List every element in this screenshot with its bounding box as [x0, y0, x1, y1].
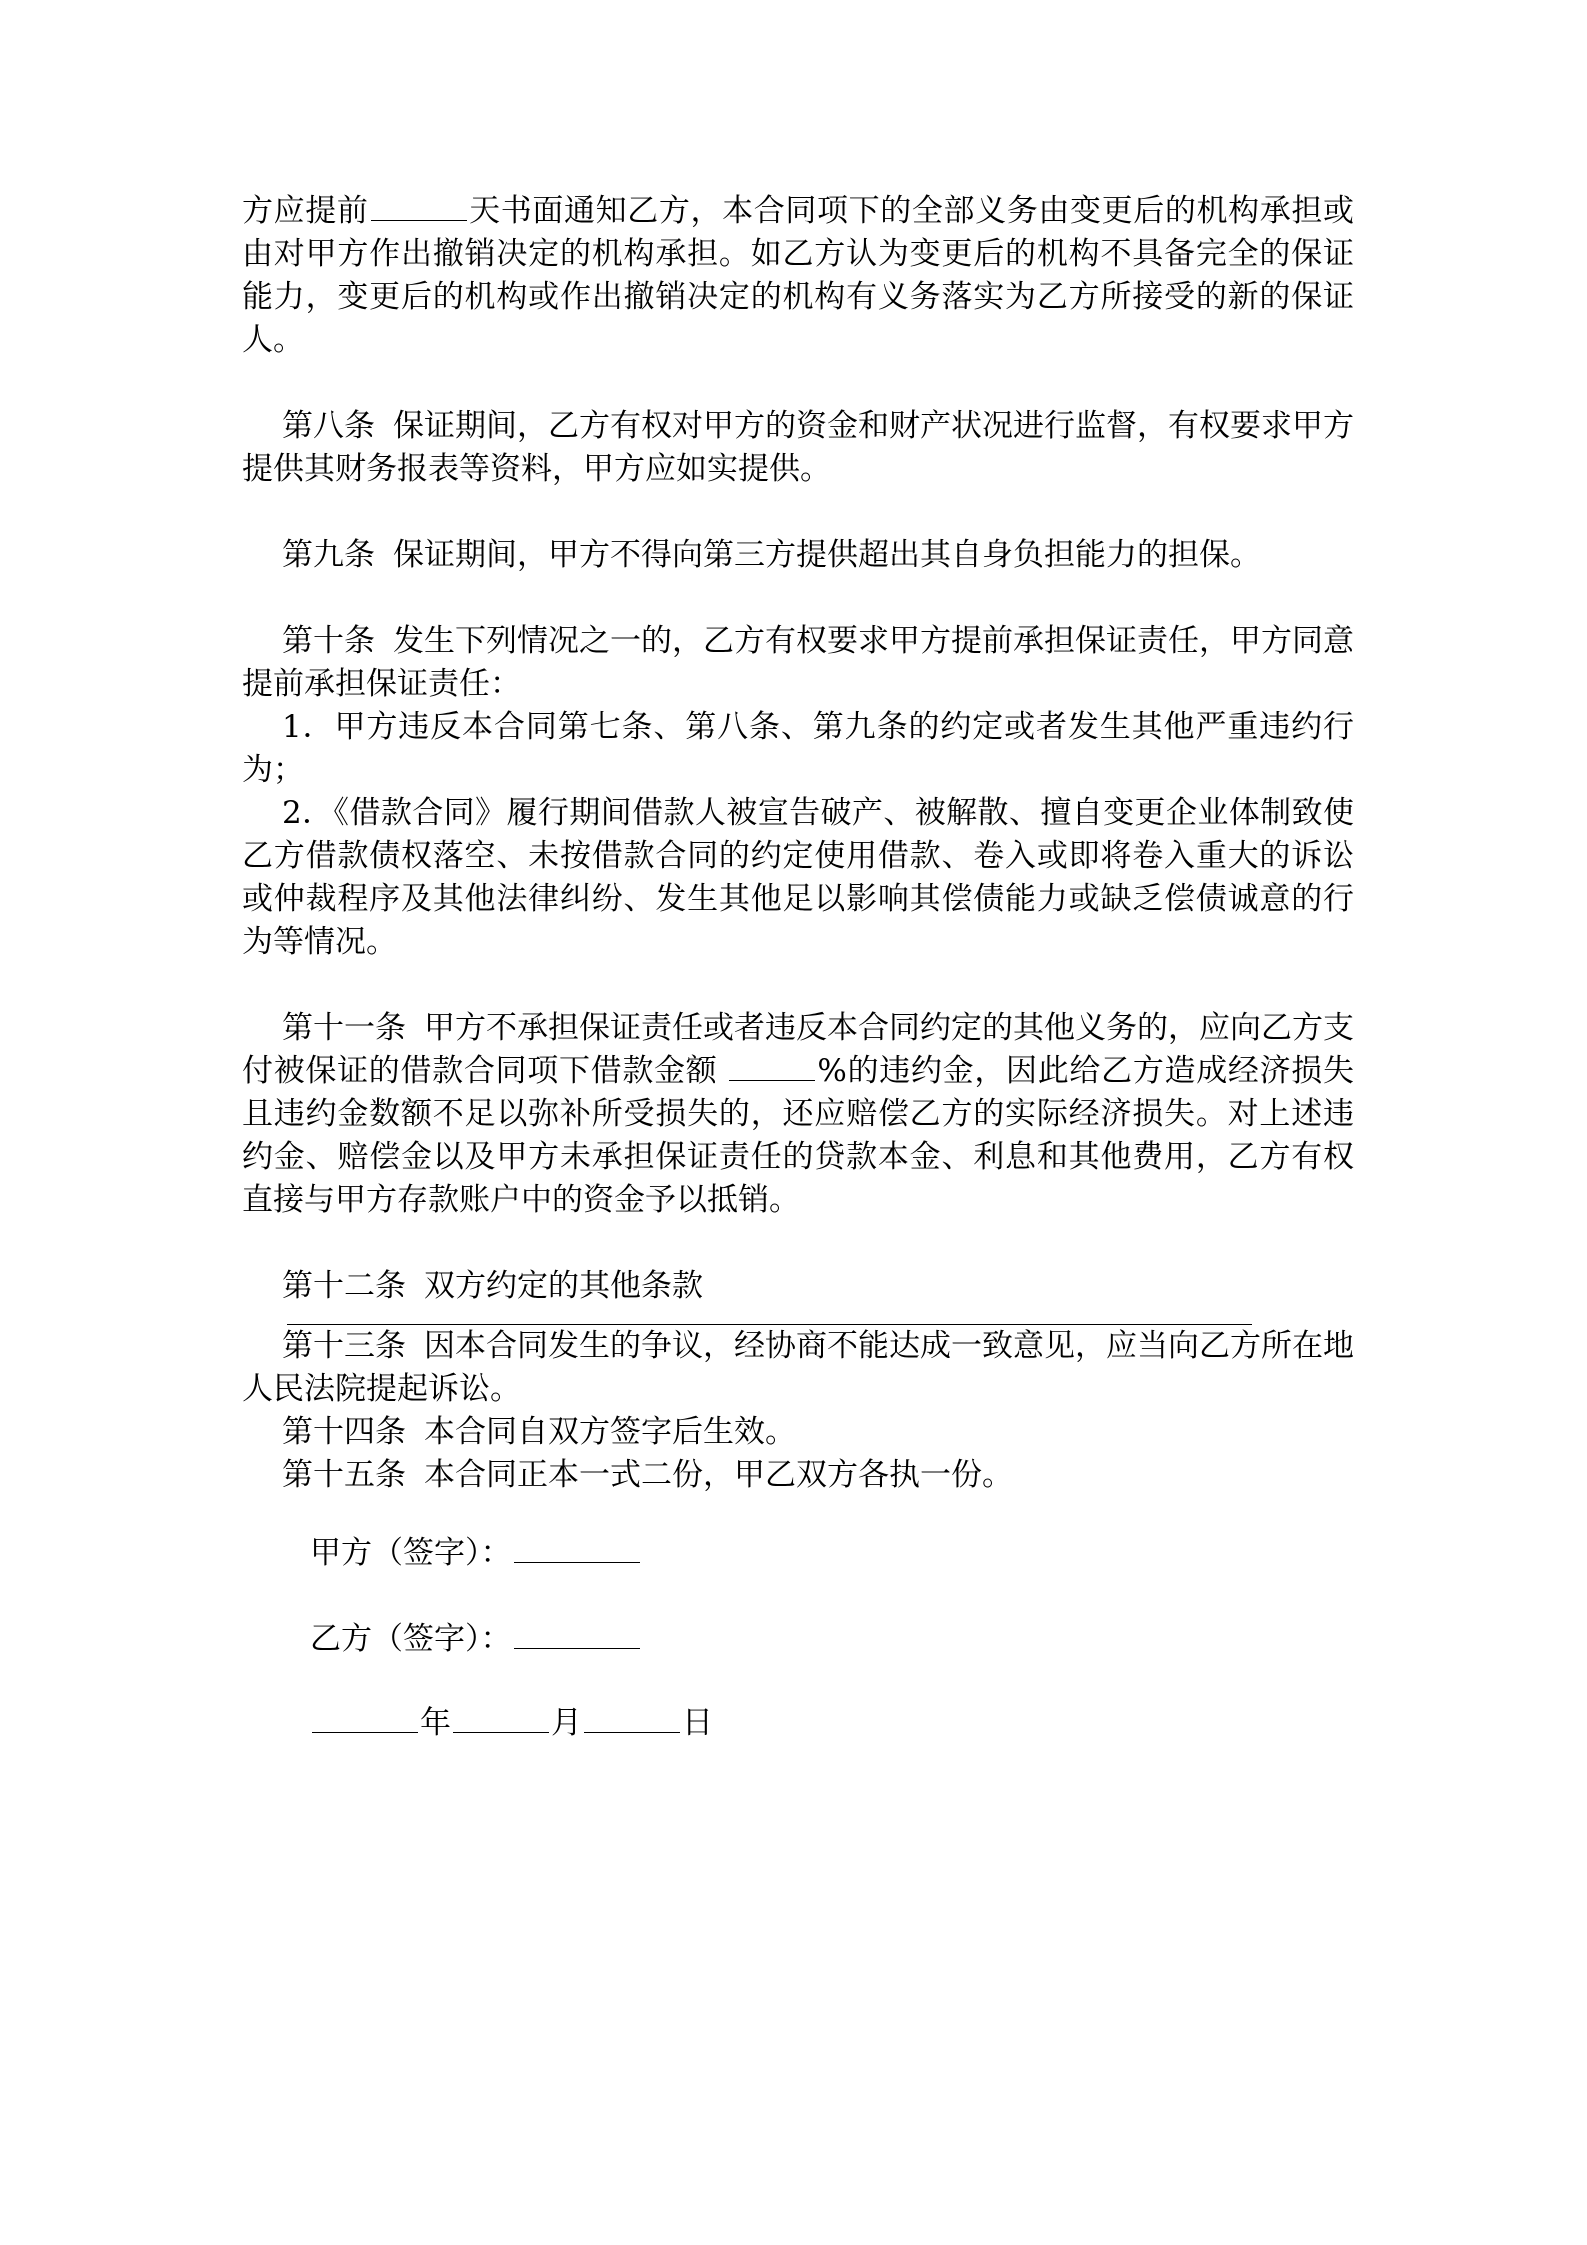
- signing-date: [310, 1702, 713, 1745]
- day-blank-field[interactable]: [584, 1702, 680, 1733]
- list-item-text: 1．甲方违反本合同第七条、第八条、第九条的约定或者发生其他严重违约行为；: [242, 709, 1354, 788]
- article-label: 第十三条: [282, 1328, 406, 1364]
- party-a-signature: [310, 1532, 642, 1575]
- article-9: [242, 534, 1354, 577]
- party-a-signature-field[interactable]: [514, 1532, 640, 1563]
- signature-label: 乙方（签字）：: [310, 1621, 512, 1657]
- days-blank-field[interactable]: [371, 190, 467, 221]
- article-text: 因本合同发生的争议，经协商不能达成一致意见，应当向乙方所在地人民法院提起诉讼。: [242, 1328, 1354, 1407]
- party-b-signature-field[interactable]: [514, 1618, 640, 1649]
- article-text: 保证期间，甲方不得向第三方提供超出其自身负担能力的担保。: [393, 537, 1261, 573]
- article-text: 保证期间，乙方有权对甲方的资金和财产状况进行监督，有权要求甲方提供其财务报表等资料，甲方应如实提供。: [242, 408, 1354, 487]
- article-label: 第十二条: [282, 1268, 406, 1304]
- paragraph-text: 方应提前: [242, 193, 369, 229]
- article-text: 甲方不承担保证责任或者违反本合同约定的其他义务的，应向乙方支付被保证的借款合同项下借款金额: [242, 1010, 1354, 1089]
- list-item-text: 2．《借款合同》履行期间借款人被宣告破产、被解散、擅自变更企业体制致使乙方借款债权落空、未按借款合同的约定使用借款、卷入或即将卷入重大的诉讼或仲裁程序及其他法律纠纷、发生其他足以影响其偿债能力或缺乏偿债诚意的行为等情况。: [242, 795, 1354, 960]
- article-15: [242, 1454, 1354, 1497]
- paragraph-text: 天书面通知乙方，本合同项下的全部义务由变更后的机构承担或由对甲方作出撤销决定的机构承担。如乙方认为变更后的机构不具备完全的保证能力，变更后的机构或作出撤销决定的机构有义务落实为乙方所接受的新的保证人。: [242, 193, 1354, 358]
- paragraph-continuation: [242, 190, 1354, 362]
- article-text: 本合同自双方签字后生效。: [424, 1414, 796, 1450]
- article-label: 第十四条: [282, 1414, 406, 1450]
- article-10: [242, 620, 1354, 706]
- day-label: 日: [682, 1705, 713, 1741]
- article-text: 双方约定的其他条款: [424, 1268, 703, 1304]
- month-blank-field[interactable]: [453, 1702, 549, 1733]
- article-text: 发生下列情况之一的，乙方有权要求甲方提前承担保证责任，甲方同意提前承担保证责任：: [242, 623, 1354, 702]
- article-label: 第八条: [282, 408, 375, 444]
- month-label: 月: [551, 1705, 582, 1741]
- party-b-signature: [310, 1618, 642, 1661]
- other-terms-blank-line[interactable]: [287, 1308, 1252, 1325]
- article-13: [242, 1325, 1354, 1411]
- article-11: [242, 1007, 1354, 1222]
- article-10-item-2: [242, 792, 1354, 964]
- article-text: %的违约金，因此给乙方造成经济损失且违约金数额不足以弥补所受损失的，还应赔偿乙方的实际经济损失。对上述违约金、赔偿金以及甲方未承担保证责任的贷款本金、利息和其他费用，乙方有权直接与甲方存款账户中的资金予以抵销。: [242, 1053, 1354, 1218]
- year-label: 年: [420, 1705, 451, 1741]
- contract-page: [242, 190, 1354, 1497]
- article-label: 第十条: [282, 623, 375, 659]
- percentage-blank-field[interactable]: [729, 1050, 815, 1081]
- article-text: 本合同正本一式二份，甲乙双方各执一份。: [424, 1457, 1013, 1493]
- article-12: [242, 1265, 1354, 1308]
- article-8: [242, 405, 1354, 491]
- year-blank-field[interactable]: [312, 1702, 418, 1733]
- article-label: 第十一条: [282, 1010, 406, 1046]
- article-14: [242, 1411, 1354, 1454]
- article-label: 第九条: [282, 537, 375, 573]
- article-10-item-1: [242, 706, 1354, 792]
- article-label: 第十五条: [282, 1457, 406, 1493]
- signature-label: 甲方（签字）：: [310, 1535, 512, 1571]
